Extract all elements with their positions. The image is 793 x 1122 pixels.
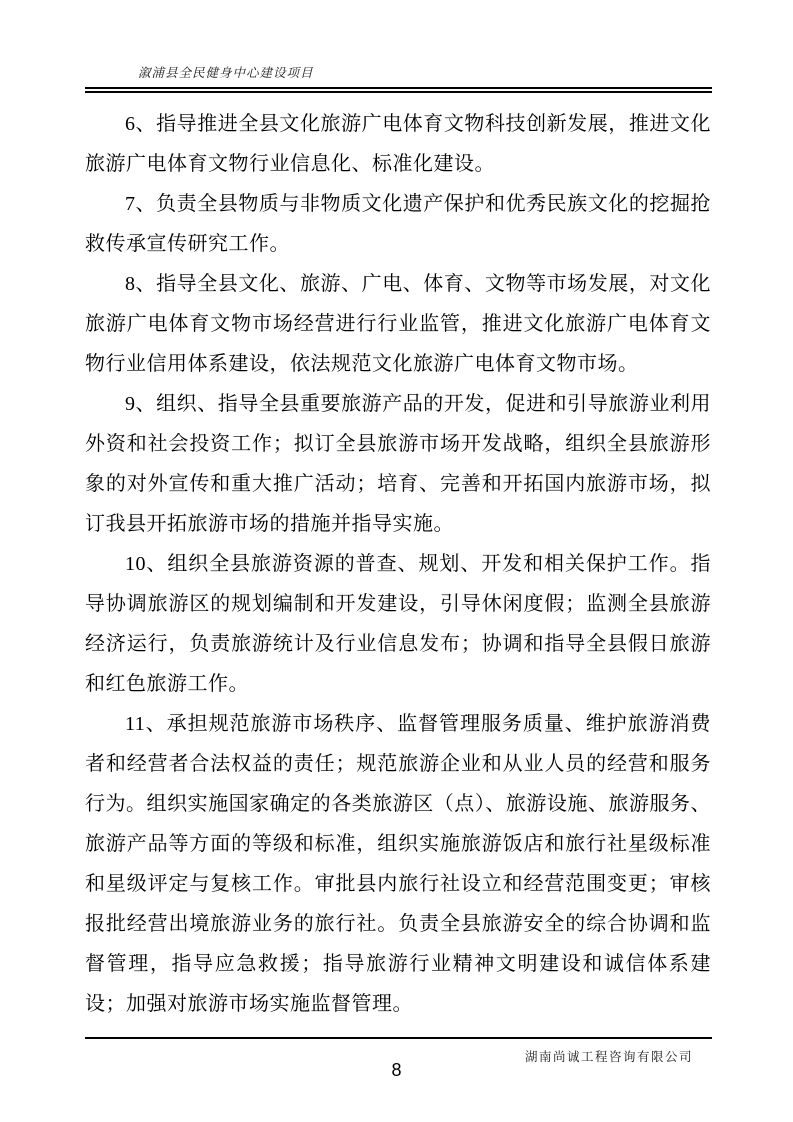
body-paragraph-item-10: 10、组织全县旅游资源的普查、规划、开发和相关保护工作。指导协调旅游区的规划编制和开发建设，引导休闲度假；监测全县旅游经济运行，负责旅游统计及行业信息发布；协调和指导全县假日旅游和红色旅游工作。 — [85, 553, 711, 695]
body-paragraph-item-9: 9、组织、指导全县重要旅游产品的开发，促进和引导旅游业利用外资和社会投资工作；拟订全县旅游市场开发战略，组织全县旅游形象的对外宣传和重大推广活动；培育、完善和开拓国内旅游市场，拟订我县开拓旅游市场的措施并指导实施。 — [85, 393, 711, 535]
body-paragraph-item-11: 11、承担规范旅游市场秩序、监督管理服务质量、维护旅游消费者和经营者合法权益的责任；规范旅游企业和从业人员的经营和服务行为。组织实施国家确定的各类旅游区（点）、旅游设施、旅游服务、旅游产品等方面的等级和标准，组织实施旅游饭店和旅行社星级标准和星级评定与复核工作。审批县内旅行社设立和经营范围变更；审核报批经营出境旅游业务的旅行社。负责全县旅游安全的综合协调和监督管理，指导应急救援；指导旅游行业精神文明建设和诚信体系建设；加强对旅游市场实施监督管理。 — [85, 713, 711, 1015]
body-paragraph-item-7: 7、负责全县物质与非物质文化遗产保护和优秀民族文化的挖掘抢救传承宣传研究工作。 — [85, 193, 711, 255]
page-header — [85, 60, 712, 93]
body-paragraph-item-8: 8、指导全县文化、旅游、广电、体育、文物等市场发展，对文化旅游广电体育文物市场经营进行行业监管，推进文化旅游广电体育文物行业信用体系建设，依法规范文化旅游广电体育文物市场。 — [85, 273, 711, 375]
header-double-rule — [85, 87, 712, 93]
body-paragraph-item-6: 6、指导推进全县文化旅游广电体育文物科技创新发展，推进文化旅游广电体育文物行业信息化、标准化建设。 — [85, 113, 711, 175]
header-rule-bottom-line — [85, 91, 712, 93]
page-number: 8 — [391, 1060, 402, 1080]
footer-rule — [85, 1037, 712, 1039]
footer-company-name: 湖南尚诚工程咨询有限公司 — [524, 1050, 693, 1064]
document-body — [85, 104, 711, 1024]
header-project-title: 溆浦县全民健身中心建设项目 — [138, 66, 314, 80]
